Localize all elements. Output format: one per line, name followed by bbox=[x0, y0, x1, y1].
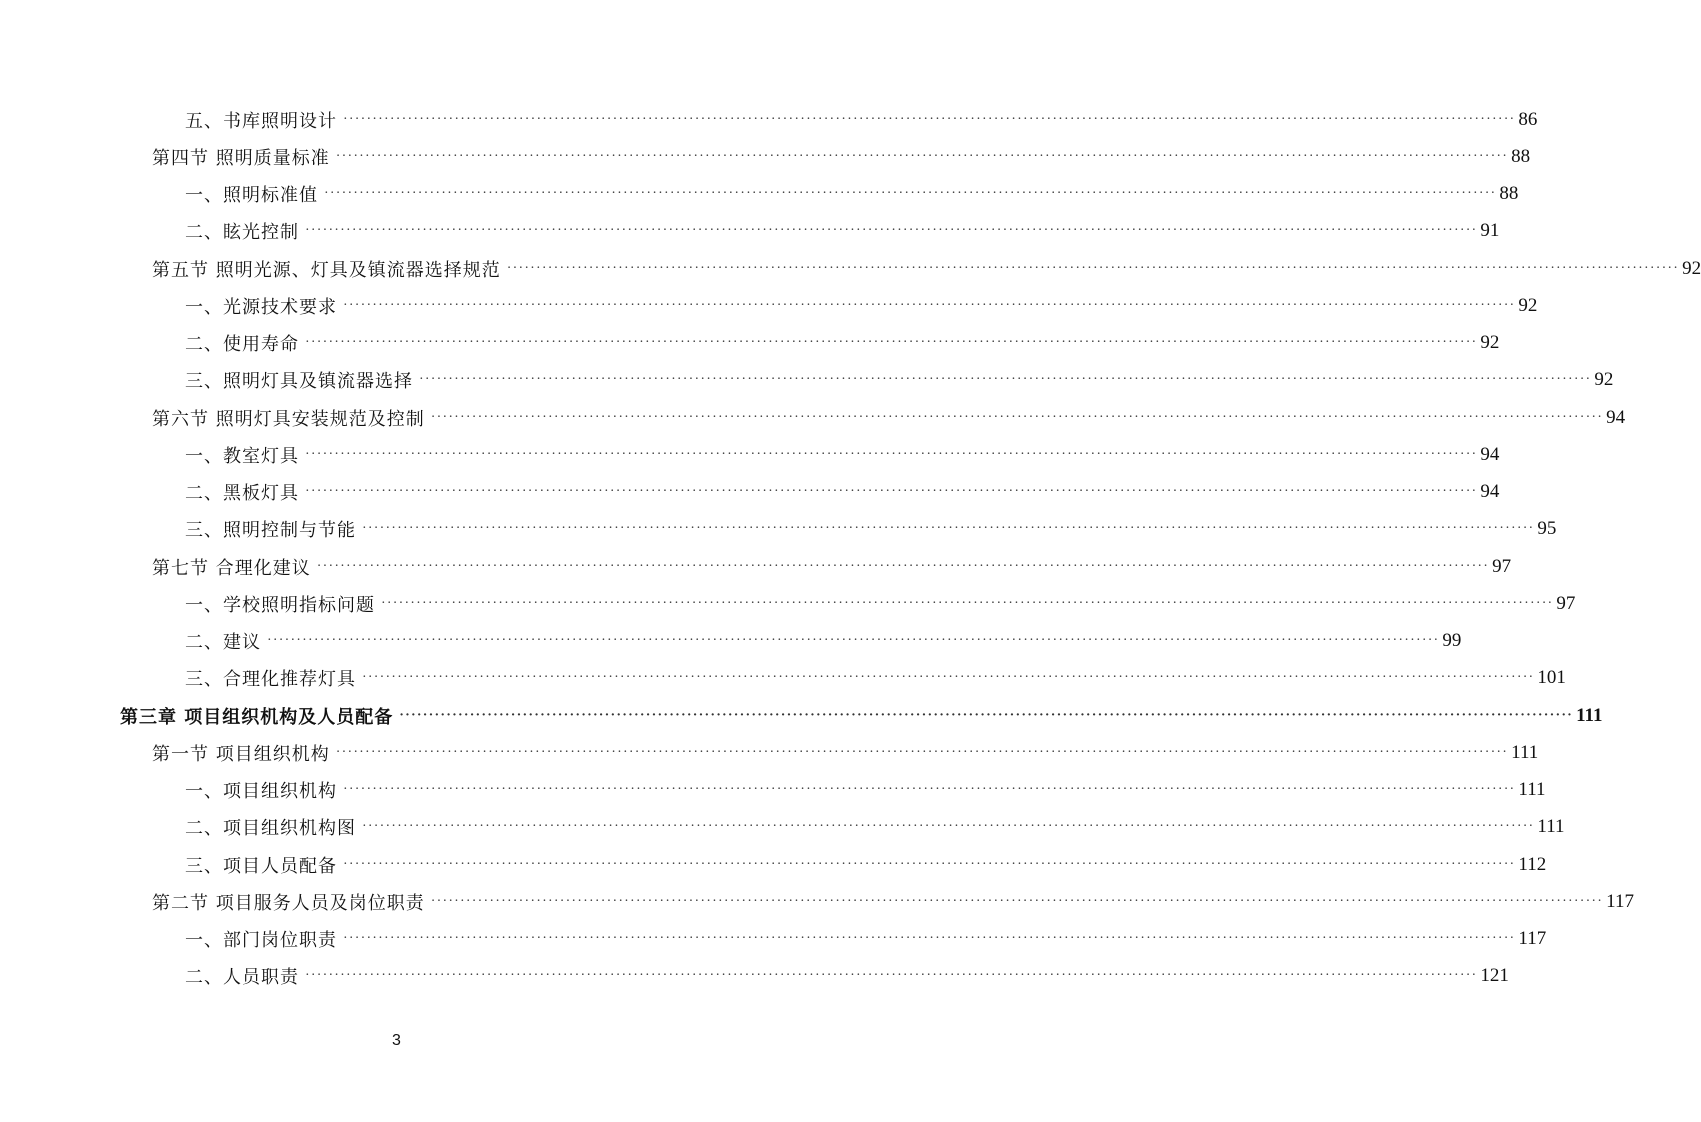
toc-entry-page: 101 bbox=[1537, 667, 1566, 689]
toc-section-entry[interactable] bbox=[152, 883, 1634, 920]
toc-leader-dots: ········································································································································································································ bbox=[343, 782, 1516, 798]
toc-leader-dots: ········································································································································································································ bbox=[430, 409, 1604, 425]
toc-entry-label: 三、项目人员配备 bbox=[185, 855, 337, 877]
toc-entry-label: 二、使用寿命 bbox=[185, 334, 299, 356]
toc-entry-page: 111 bbox=[1576, 704, 1603, 726]
toc-leader-dots: ········································································································································································································ bbox=[419, 372, 1592, 388]
toc-leader-dots: ········································································································································································································ bbox=[305, 335, 1478, 351]
toc-leader-dots: ········································································································································································································ bbox=[267, 633, 1440, 649]
toc-entry-page: 111 bbox=[1511, 741, 1539, 763]
page-number: 3 bbox=[392, 1032, 401, 1049]
toc-entry-label: 一、学校照明指标问题 bbox=[185, 594, 375, 616]
toc-subsection-entry[interactable] bbox=[185, 176, 1519, 213]
toc-entry-label: 三、合理化推荐灯具 bbox=[185, 669, 356, 691]
toc-leader-dots: ········································································································································································································ bbox=[362, 670, 1535, 686]
toc-entry-page: 88 bbox=[1511, 145, 1531, 167]
toc-subsection-entry[interactable] bbox=[185, 921, 1547, 958]
toc-entry-page: 92 bbox=[1518, 294, 1538, 316]
toc-leader-dots: ········································································································································································································ bbox=[399, 707, 1574, 723]
toc-entry-label: 二、人员职责 bbox=[185, 967, 299, 989]
toc-entry-label: 一、教室灯具 bbox=[185, 445, 299, 467]
toc-entry-page: 117 bbox=[1518, 928, 1547, 950]
toc-entry-label: 二、眩光控制 bbox=[185, 222, 299, 244]
toc-entry-label: 第三章 项目组织机构及人员配备 bbox=[120, 706, 394, 728]
toc-leader-dots: ········································································································································································································ bbox=[343, 297, 1516, 313]
toc-entry-label: 二、项目组织机构图 bbox=[185, 818, 356, 840]
toc-entry-page: 94 bbox=[1480, 481, 1500, 503]
toc-entry-page: 92 bbox=[1480, 332, 1500, 354]
toc-subsection-entry[interactable] bbox=[185, 474, 1500, 511]
toc-section-entry[interactable] bbox=[152, 399, 1626, 436]
toc-entry-page: 94 bbox=[1480, 443, 1500, 465]
toc-section-entry[interactable] bbox=[152, 548, 1512, 585]
toc-entry-label: 第二节 项目服务人员及岗位职责 bbox=[152, 892, 425, 914]
toc-entry-label: 第五节 照明光源、灯具及镇流器选择规范 bbox=[152, 259, 501, 281]
toc-subsection-entry[interactable] bbox=[185, 287, 1538, 324]
toc-leader-dots: ········································································································································································································ bbox=[305, 446, 1478, 462]
toc-entry-page: 88 bbox=[1499, 183, 1519, 205]
toc-leader-dots: ········································································································································································································ bbox=[305, 223, 1478, 239]
toc-entry-label: 第四节 照明质量标准 bbox=[152, 147, 330, 169]
toc-leader-dots: ········································································································································································································ bbox=[343, 931, 1516, 947]
toc-leader-dots: ········································································································································································································ bbox=[362, 819, 1535, 835]
toc-entry-page: 117 bbox=[1606, 890, 1634, 912]
toc-entry-page: 91 bbox=[1480, 220, 1500, 242]
toc-entry-page: 121 bbox=[1480, 965, 1509, 987]
toc-chapter-entry[interactable] bbox=[120, 697, 1603, 734]
toc-entry-page: 86 bbox=[1518, 108, 1538, 130]
toc-entry-label: 二、黑板灯具 bbox=[185, 483, 299, 505]
toc-entry-page: 95 bbox=[1537, 518, 1557, 540]
toc-leader-dots: ········································································································································································································ bbox=[335, 744, 1509, 760]
toc-leader-dots: ········································································································································································································ bbox=[316, 558, 1490, 574]
toc-entry-page: 111 bbox=[1518, 779, 1546, 801]
toc-section-entry[interactable] bbox=[152, 250, 1701, 287]
toc-entry-page: 94 bbox=[1606, 406, 1626, 428]
table-of-contents bbox=[0, 101, 1701, 995]
toc-subsection-entry[interactable] bbox=[185, 511, 1557, 548]
toc-entry-label: 一、部门岗位职责 bbox=[185, 930, 337, 952]
toc-leader-dots: ········································································································································································································ bbox=[305, 484, 1478, 500]
toc-subsection-entry[interactable] bbox=[185, 362, 1614, 399]
toc-leader-dots: ········································································································································································································ bbox=[362, 521, 1535, 537]
toc-entry-page: 92 bbox=[1594, 369, 1614, 391]
toc-subsection-entry[interactable] bbox=[185, 772, 1546, 809]
toc-section-entry[interactable] bbox=[152, 138, 1531, 175]
toc-leader-dots: ········································································································································································································ bbox=[430, 893, 1604, 909]
toc-subsection-entry[interactable] bbox=[185, 660, 1566, 697]
toc-subsection-entry[interactable] bbox=[185, 436, 1500, 473]
toc-section-entry[interactable] bbox=[152, 734, 1539, 771]
toc-leader-dots: ········································································································································································································ bbox=[324, 186, 1497, 202]
toc-subsection-entry[interactable] bbox=[185, 213, 1500, 250]
toc-leader-dots: ········································································································································································································ bbox=[343, 856, 1516, 872]
toc-entry-label: 五、书库照明设计 bbox=[185, 110, 337, 132]
toc-entry-page: 97 bbox=[1556, 592, 1576, 614]
toc-entry-label: 一、照明标准值 bbox=[185, 185, 318, 207]
toc-entry-page: 92 bbox=[1682, 257, 1701, 279]
toc-leader-dots: ········································································································································································································ bbox=[335, 148, 1509, 164]
toc-entry-page: 97 bbox=[1492, 555, 1512, 577]
toc-entry-label: 第七节 合理化建议 bbox=[152, 557, 311, 579]
toc-entry-label: 一、光源技术要求 bbox=[185, 296, 337, 318]
toc-subsection-entry[interactable] bbox=[185, 846, 1547, 883]
toc-entry-label: 三、照明灯具及镇流器选择 bbox=[185, 371, 413, 393]
toc-entry-label: 三、照明控制与节能 bbox=[185, 520, 356, 542]
toc-subsection-entry[interactable] bbox=[185, 325, 1500, 362]
toc-subsection-entry[interactable] bbox=[185, 623, 1462, 660]
toc-leader-dots: ········································································································································································································ bbox=[305, 968, 1478, 984]
toc-leader-dots: ········································································································································································································ bbox=[381, 595, 1554, 611]
toc-leader-dots: ········································································································································································································ bbox=[343, 111, 1516, 127]
toc-entry-label: 第六节 照明灯具安装规范及控制 bbox=[152, 408, 425, 430]
toc-entry-page: 112 bbox=[1518, 853, 1547, 875]
toc-subsection-entry[interactable] bbox=[185, 958, 1509, 995]
toc-entry-label: 二、建议 bbox=[185, 632, 261, 654]
toc-leader-dots: ········································································································································································································ bbox=[506, 260, 1680, 276]
toc-entry-page: 111 bbox=[1537, 816, 1565, 838]
toc-entry-label: 一、项目组织机构 bbox=[185, 781, 337, 803]
toc-subsection-entry[interactable] bbox=[185, 809, 1565, 846]
toc-entry-page: 99 bbox=[1442, 630, 1462, 652]
toc-subsection-entry[interactable] bbox=[185, 101, 1538, 138]
toc-subsection-entry[interactable] bbox=[185, 585, 1576, 622]
toc-entry-label: 第一节 项目组织机构 bbox=[152, 743, 330, 765]
